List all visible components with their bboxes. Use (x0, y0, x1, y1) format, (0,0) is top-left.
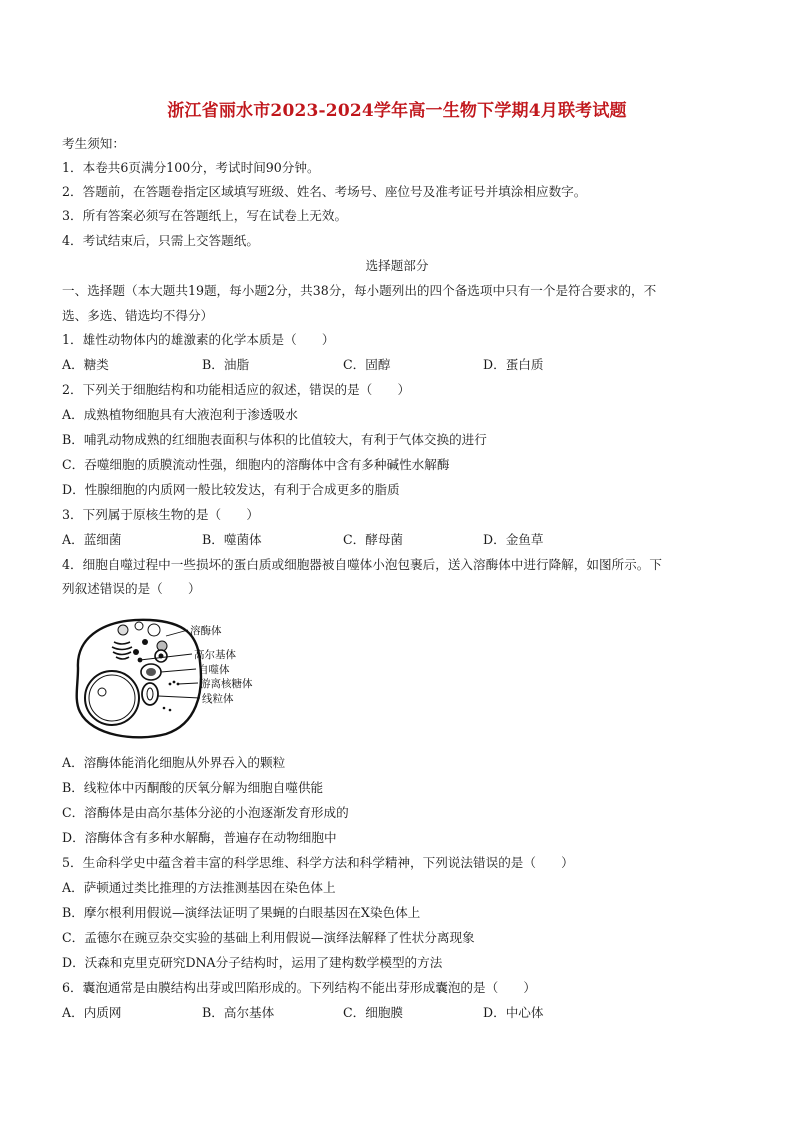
question-6-options (62, 1005, 742, 1021)
option-b: B．摩尔根利用假说—演绎法证明了果蝇的白眼基因在X染色体上 (62, 905, 421, 920)
option-b: B．噬菌体 (202, 532, 262, 547)
option-b: B．油脂 (202, 357, 250, 372)
question-5-stem: 5．生命科学史中蕴含着丰富的科学思维、科学方法和科学精神，下列说法错误的是（ ） (62, 855, 574, 870)
notice-heading: 考生须知： (62, 136, 125, 151)
option-d: D．溶酶体含有多种水解酶，普遍存在动物细胞中 (62, 830, 337, 845)
label-autophagosome: 自噬体 (198, 664, 230, 676)
option-b: B．哺乳动物成熟的红细胞表面积与体积的比值较大，有利于气体交换的进行 (62, 432, 487, 447)
autophagosome-content (146, 668, 156, 676)
autophagy-cell-diagram (66, 612, 266, 742)
option-d: D．中心体 (483, 1005, 544, 1020)
notice-item: 4．考试结束后，只需上交答题纸。 (62, 233, 259, 248)
lysosome (135, 622, 143, 630)
label-mitochondrion: 线粒体 (202, 693, 234, 705)
option-a: A．内质网 (62, 1005, 122, 1020)
vesicle (142, 639, 148, 645)
option-a: A．溶酶体能消化细胞从外界吞入的颗粒 (62, 755, 286, 770)
golgi-apparatus (112, 642, 132, 659)
option-c: C．细胞膜 (343, 1005, 404, 1020)
question-4-stem: 列叙述错误的是（ ） (62, 581, 201, 596)
question-3-options (62, 532, 742, 548)
option-a: A．糖类 (62, 357, 109, 372)
notice-item: 2．答题前，在答题卷指定区域填写班级、姓名、考场号、座位号及准考证号并填涂相应数字。 (62, 184, 587, 199)
option-d: D．蛋白质 (483, 357, 544, 372)
nucleolus (98, 688, 106, 696)
lysosome (118, 625, 128, 635)
question-1-stem: 1．雄性动物体内的雄激素的化学本质是（ ） (62, 332, 335, 347)
label-lysosome: 溶酶体 (190, 625, 222, 637)
exam-title: 浙江省丽水市2023-2024学年高一生物下学期4月联考试题 (167, 101, 627, 121)
section-intro: 选、多选、错选均不得分） (62, 308, 214, 323)
label-golgi: 高尔基体 (194, 649, 236, 661)
notice-item: 1．本卷共6页满分100分，考试时间90分钟。 (62, 160, 320, 175)
section-title: 选择题部分 (365, 258, 429, 273)
notice-item: 3．所有答案必须写在答题纸上，写在试卷上无效。 (62, 208, 348, 223)
question-4-stem: 4．细胞自噬过程中一些损坏的蛋白质或细胞器被自噬体小泡包裹后，送入溶酶体中进行降解，如图所示。下 (62, 557, 662, 572)
mitochondrion (142, 683, 158, 705)
option-b: B．线粒体中丙酮酸的厌氧分解为细胞自噬供能 (62, 780, 324, 795)
option-a: A．成熟植物细胞具有大液泡利于渗透吸水 (62, 407, 298, 422)
option-c: C．固醇 (343, 357, 391, 372)
nucleus (85, 671, 139, 725)
option-d: D．金鱼草 (483, 532, 544, 547)
option-d: D．沃森和克里克研究DNA分子结构时，运用了建构数学模型的方法 (62, 955, 443, 970)
option-b: B．高尔基体 (202, 1005, 275, 1020)
question-6-stem: 6．囊泡通常是由膜结构出芽或凹陷形成的。下列结构不能出芽形成囊泡的是（ ） (62, 980, 536, 995)
option-d: D．性腺细胞的内质网一般比较发达，有利于合成更多的脂质 (62, 482, 400, 497)
option-a: A．萨顿通过类比推理的方法推测基因在染色体上 (62, 880, 336, 895)
option-c: C．酵母菌 (343, 532, 404, 547)
vesicle (133, 649, 139, 655)
lysosome (148, 624, 160, 636)
question-3-stem: 3．下列属于原核生物的是（ ） (62, 507, 259, 522)
option-c: C．溶酶体是由高尔基体分泌的小泡逐渐发育形成的 (62, 805, 349, 820)
label-free-ribosome: 游离核糖体 (200, 678, 253, 690)
section-intro: 一、选择题（本大题共19题，每小题2分，共38分，每小题列出的四个备选项中只有一个是符合要求的，不 (62, 283, 657, 298)
option-c: C．吞噬细胞的质膜流动性强，细胞内的溶酶体中含有多种碱性水解酶 (62, 457, 450, 472)
question-1-options (62, 357, 742, 373)
question-2-stem: 2．下列关于细胞结构和功能相适应的叙述，错误的是（ ） (62, 382, 411, 397)
option-a: A．蓝细菌 (62, 532, 122, 547)
nuclear-envelope (89, 675, 135, 721)
option-c: C．孟德尔在豌豆杂交实验的基础上利用假说—演绎法解释了性状分离现象 (62, 930, 475, 945)
